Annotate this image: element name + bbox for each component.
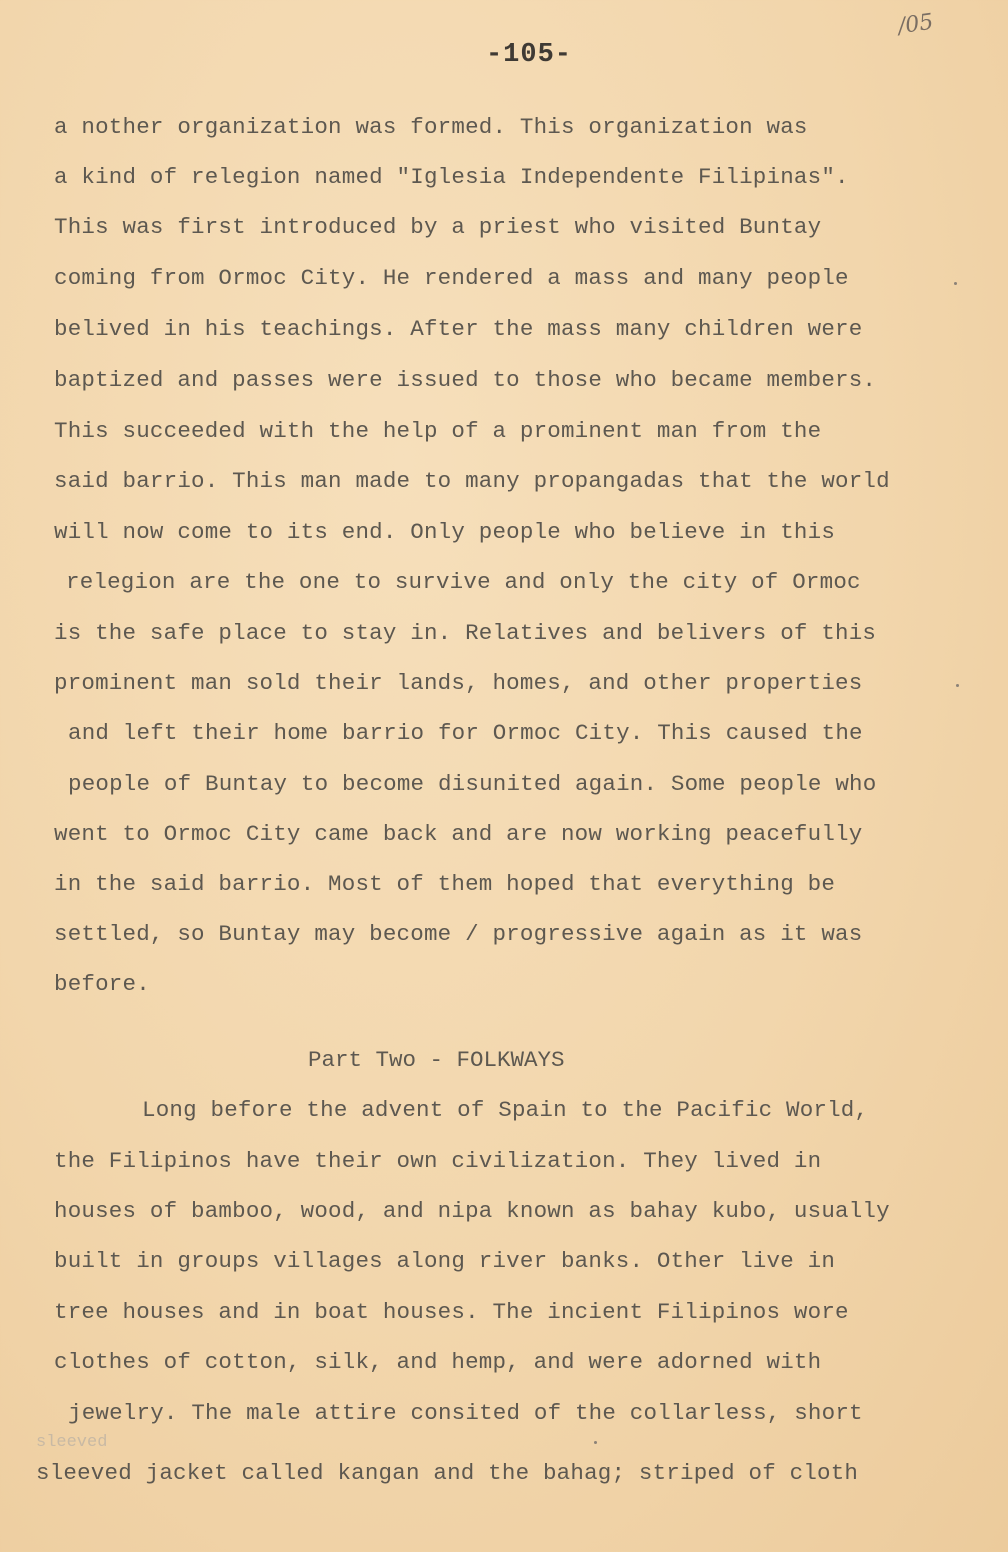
text-line: sleeved jacket called kangan and the bahag; striped of cloth — [36, 1460, 859, 1486]
text-line: a kind of relegion named "Iglesia Independente Filipinas". — [54, 164, 849, 190]
text-line: baptized and passes were issued to those who became members. — [54, 367, 877, 393]
text-line: coming from Ormoc City. He rendered a mass and many people — [54, 265, 849, 291]
text-line: people of Buntay to become disunited again. Some people who — [68, 771, 877, 797]
text-line: a nother organization was formed. This organization was — [54, 114, 808, 140]
text-line: before. — [54, 971, 150, 997]
text-line: Long before the advent of Spain to the Pacific World, — [142, 1097, 869, 1123]
text-line: went to Ormoc City came back and are now working peacefully — [54, 821, 863, 847]
text-line: This succeeded with the help of a prominent man from the — [54, 418, 822, 444]
text-line: will now come to its end. Only people who believe in this — [54, 519, 836, 545]
text-line: said barrio. This man made to many propangadas that the world — [54, 468, 890, 494]
paper-speck — [956, 684, 959, 687]
text-line: in the said barrio. Most of them hoped that everything be — [54, 871, 836, 897]
corner-handwritten-page-note: /05 — [896, 9, 935, 40]
paper-speck — [954, 282, 957, 285]
text-line: built in groups villages along river banks. Other live in — [54, 1248, 836, 1274]
text-line: the Filipinos have their own civilization. They lived in — [54, 1148, 822, 1174]
text-line: houses of bamboo, wood, and nipa known as bahay kubo, usually — [54, 1198, 890, 1224]
section-heading: Part Two - FOLKWAYS — [308, 1047, 565, 1073]
text-line: This was first introduced by a priest who visited Buntay — [54, 214, 822, 240]
paper-speck — [594, 1441, 597, 1444]
text-line: is the safe place to stay in. Relatives and belivers of this — [54, 620, 877, 646]
page-number: -105- — [485, 40, 572, 70]
text-line: belived in his teachings. After the mass many children were — [54, 316, 863, 342]
text-line: settled, so Buntay may become / progressive again as it was — [54, 921, 863, 947]
text-line: and left their home barrio for Ormoc City. This caused the — [68, 720, 863, 746]
text-line: tree houses and in boat houses. The incient Filipinos wore — [54, 1299, 849, 1325]
text-line: jewelry. The male attire consited of the collarless, short — [68, 1400, 863, 1426]
text-line: clothes of cotton, silk, and hemp, and were adorned with — [54, 1349, 822, 1375]
text-line: prominent man sold their lands, homes, and other properties — [54, 670, 863, 696]
faint-strikethrough-word: sleeved — [36, 1433, 108, 1452]
text-line: relegion are the one to survive and only the city of Ormoc — [66, 569, 861, 595]
